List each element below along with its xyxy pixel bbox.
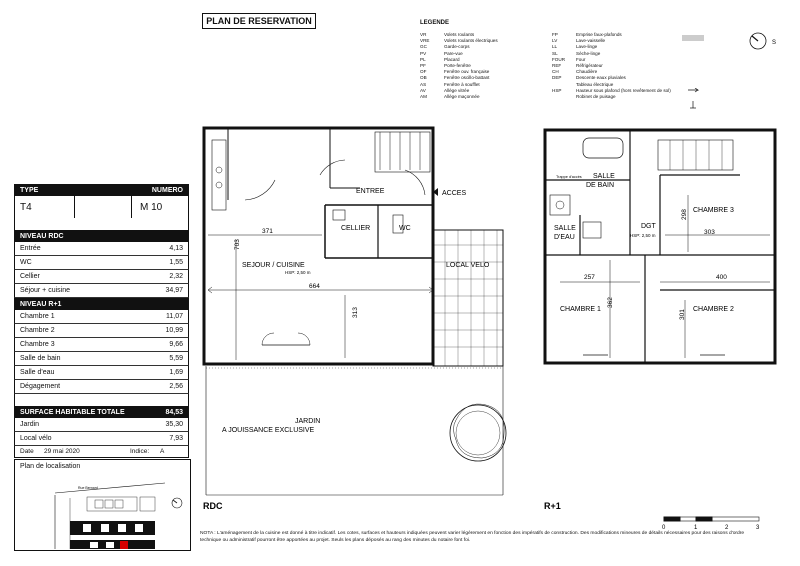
legend-item: VRE Volets roulants électriques [420,38,498,44]
location-title: Plan de localisation [20,463,81,470]
dim-664: 664 [309,283,320,290]
scale-label-1: 1 [694,525,698,531]
row-name: Chambre 1 [20,313,55,320]
legend-item: Robinet de puisage [576,94,616,100]
legend-item: PL Placard [420,56,460,62]
dgt-hsp: HSP: 2,50 m [630,233,656,238]
legend-item: AS Fenêtre à soufflet [420,81,480,87]
numero-value: M 10 [140,201,163,213]
room-cellier: CELLIER [341,225,371,232]
room-chambre-3: CHAMBRE 3 [693,207,734,214]
row-value: 9,66 [169,341,183,348]
dim-301: 301 [679,309,686,320]
legend-item: FOUR Four [552,56,586,62]
dim-400: 400 [716,274,727,281]
row-name: Dégagement [20,383,61,390]
street-label: Rue Bernard [78,486,98,490]
legend-title: LEGENDE [420,20,450,26]
row-name: Jardin [20,421,40,428]
legend-item: HSP Hauteur sous plafond (hors revêtement de sol) [552,87,671,93]
r1-label: R+1 [544,501,561,511]
scale-label-3: 3 [756,525,760,531]
numero-label: NUMERO [151,186,183,194]
surface-value: 84,53 [165,408,183,416]
row-name: Entrée [20,245,41,252]
row-value: 11,07 [166,313,183,320]
page-title: PLAN DE RESERVATION [202,13,316,29]
room-sdb: SALLE [593,173,615,180]
niveau-r1-header: NIVEAU R+1 [14,298,189,310]
row-value: 2,56 [169,383,183,390]
legend-item: AM Allège maçonnée [420,94,480,100]
legend-item: LL Lave-linge [552,44,598,50]
row-value: 1,55 [169,259,183,266]
legend-item: FP Emprise faux-plafonds [552,32,622,37]
date-row: Date 29 mai 2020 Indice: A [14,446,189,458]
room-sejour: SEJOUR / CUISINE [242,262,305,269]
room-local-velo: LOCAL VELO [446,262,490,269]
scale-label-0: 0 [662,525,666,531]
row-name: Salle d'eau [20,369,55,376]
room-chambre-2: CHAMBRE 2 [693,306,734,313]
row-name: Chambre 2 [20,327,55,334]
room-sdb-sub: DE BAIN [586,182,615,189]
r1-plan [545,130,775,363]
legend-item: LV Lave-vaisselle [552,38,606,44]
row-name: WC [20,259,32,266]
dim-703: 703 [234,239,241,250]
room-wc: WC [399,225,411,232]
legend-item: REF Réfrigérateur [552,63,603,69]
legend-item: DEP Descente eaux pluviales [552,75,626,81]
scale-label-2: 2 [725,525,729,531]
dim-303: 303 [704,229,715,236]
legend-item: Tableau électrique [576,81,614,87]
row-value: 1,69 [169,369,183,376]
type-label: TYPE [20,186,39,194]
room-chambre-1: CHAMBRE 1 [560,306,601,313]
row-name: Chambre 3 [20,341,55,348]
row-value: 2,32 [169,273,183,280]
acces-label: ACCES [442,190,467,197]
legend-item: AV Allège vitrée [420,87,470,93]
row-name: Cellier [20,273,40,280]
legend-item: PV Pare-vue [420,50,463,56]
local-velo [433,230,503,366]
dim-257: 257 [584,274,595,281]
rdc-label: RDC [203,501,223,511]
row-name: Salle de bain [20,355,61,362]
room-jardin-sub: A JOUISSANCE EXCLUSIVE [222,427,315,434]
dim-298: 298 [681,209,688,220]
nota-text: NOTA : L'aménagement de la cuisine est donné à titre indicatif. Les cotes, surfaces et hauteurs indiquées peuvent varier légèrement en fonction des impératifs de construction. Des modifications mineures de détails nécessaires pour des raisons d'ordre technique ou administratif pourront être apportées au projet. Seuls les plans déposés au rang des minutes du notaire font foi. [200,531,745,543]
room-sde: SALLE [554,225,576,232]
type-value: T4 [20,201,32,213]
dim-313: 313 [352,307,359,318]
row-name: Local vélo [20,435,52,442]
legend-item: GC Garde-corps [420,44,470,50]
room-entree: ENTREE [356,188,385,195]
legend-item: OF Fenêtre ouv. française [420,69,490,75]
row-value: 4,13 [169,245,183,252]
row-name: Séjour + cuisine [20,287,71,294]
room-jardin: JARDIN [295,418,321,425]
legend-item: SL Sèche-linge [552,50,601,56]
niveau-rdc-header: NIVEAU RDC [14,230,189,242]
dim-371: 371 [262,228,273,235]
legend-item: OB Fenêtre oscillo-battant [420,75,490,81]
trappe-label: Trappe d'accès [556,175,582,179]
compass-letter: S [772,40,777,46]
legend-item: CH Chaudière [552,69,598,75]
sejour-hsp: HSP: 2,50 m [285,270,311,275]
room-sde-sub: D'EAU [554,234,575,241]
row-value: 5,59 [169,355,183,362]
dim-362: 362 [607,297,614,308]
row-value: 34,97 [165,287,183,294]
surface-label: SURFACE HABITABLE TOTALE [20,408,125,416]
legend-item: PF Porte-fenêtre [420,63,471,69]
legend-item: VR Volets roulants [420,32,475,37]
scale-bar [664,517,759,521]
row-value: 10,99 [165,327,183,334]
row-value: 35,30 [165,421,183,428]
row-value: 7,93 [169,435,183,442]
room-dgt: DGT [641,223,656,230]
